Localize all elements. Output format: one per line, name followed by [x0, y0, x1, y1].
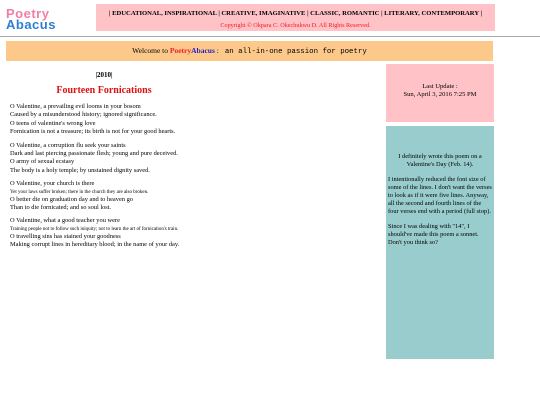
poem-line: Than to die fornicated; and so soul lost. [10, 204, 112, 212]
welcome-prefix: Welcome to [132, 46, 170, 55]
poem-line: Training people not to follow such iniquity; not to learn the art of fornication's train. [10, 226, 179, 232]
site-logo[interactable] [6, 8, 90, 34]
logo-word-poetry: Poetry [6, 6, 50, 21]
poem-line: Yet your laws suffer broken; there in the church they are also broken. [10, 189, 149, 195]
poem-stanza-4 [10, 217, 380, 249]
poem-line: O army of sexual ecstasy [10, 158, 75, 166]
poem-line: O Valentine, a corruption flu seek your saints [10, 141, 126, 149]
poem-stanza-3 [10, 180, 380, 212]
poem-line: O travelling sins has stained your goodness [10, 232, 121, 240]
last-update-date: Sun, April 3, 2016 7:25 PM [403, 91, 477, 98]
poem-line: Fornication is not a treasure; its birth is not for your good hearts. [10, 128, 176, 136]
author-note-3: Since I was dealing with "14", I should've made this poem a sonnet. Don't you think so? [388, 223, 479, 246]
poem-line: Making corrupt lines in hereditary blood; in the name of your day. [10, 241, 180, 249]
logo-word-abacus: Abacus [6, 17, 56, 32]
poem-line: The body is a holy temple; by unstained dignity saved. [10, 166, 150, 174]
welcome-bar [6, 41, 493, 61]
poem-line: O Valentine, what a good teacher you were [10, 217, 120, 225]
poem-line: O Valentine, a prevailing evil looms in your bosom [10, 103, 141, 110]
welcome-brand-poetry: Poetry [169, 46, 192, 55]
author-note-2: I intentionally reduced the font size of some of the lines. I don't want the verses to look as if it were five lines. Anyway, all the second and fourth lines of the four verses end with a period (full stop). [388, 176, 492, 215]
welcome-tagline: an all-in-one passion for poetry [224, 48, 367, 56]
header-divider [0, 36, 540, 37]
last-update-box [386, 64, 494, 122]
last-update-label: Last Update : [422, 83, 458, 90]
poem-stanza-2 [10, 142, 380, 176]
author-note-1: I definitely wrote this poem on a Valentine's Day (Feb. 14). [398, 153, 482, 168]
poem-year: |2010| [95, 71, 113, 79]
poem-title: Fourteen Fornications [56, 85, 152, 96]
welcome-colon: : [214, 46, 219, 55]
poem-body [10, 103, 380, 255]
header-banner [96, 4, 495, 31]
poem-line: O better die on graduation day and to heaven go [10, 195, 133, 203]
copyright-notice: Copyright © Okpara C. Okechukwu D. All Rights Reserved. [220, 22, 371, 29]
poem-line: Dark and last piercing passionate flesh; young and pure deceived. [10, 150, 178, 158]
poem-line: O Valentine, your church is there [10, 180, 95, 188]
poem-line: O teens of valentine's wrong love [10, 119, 96, 127]
poem-stanza-1 [10, 103, 380, 137]
welcome-brand-abacus: Abacus [191, 46, 215, 55]
poem-line: Caused by a misunderstood history; ignored significance. [10, 111, 157, 119]
category-links[interactable]: | EDUCATIONAL, INSPIRATIONAL | CREATIVE, IMAGINATIVE | CLASSIC, ROMANTIC | LITERARY, CONTEMPORARY | [109, 10, 482, 17]
author-note-box [386, 126, 494, 359]
